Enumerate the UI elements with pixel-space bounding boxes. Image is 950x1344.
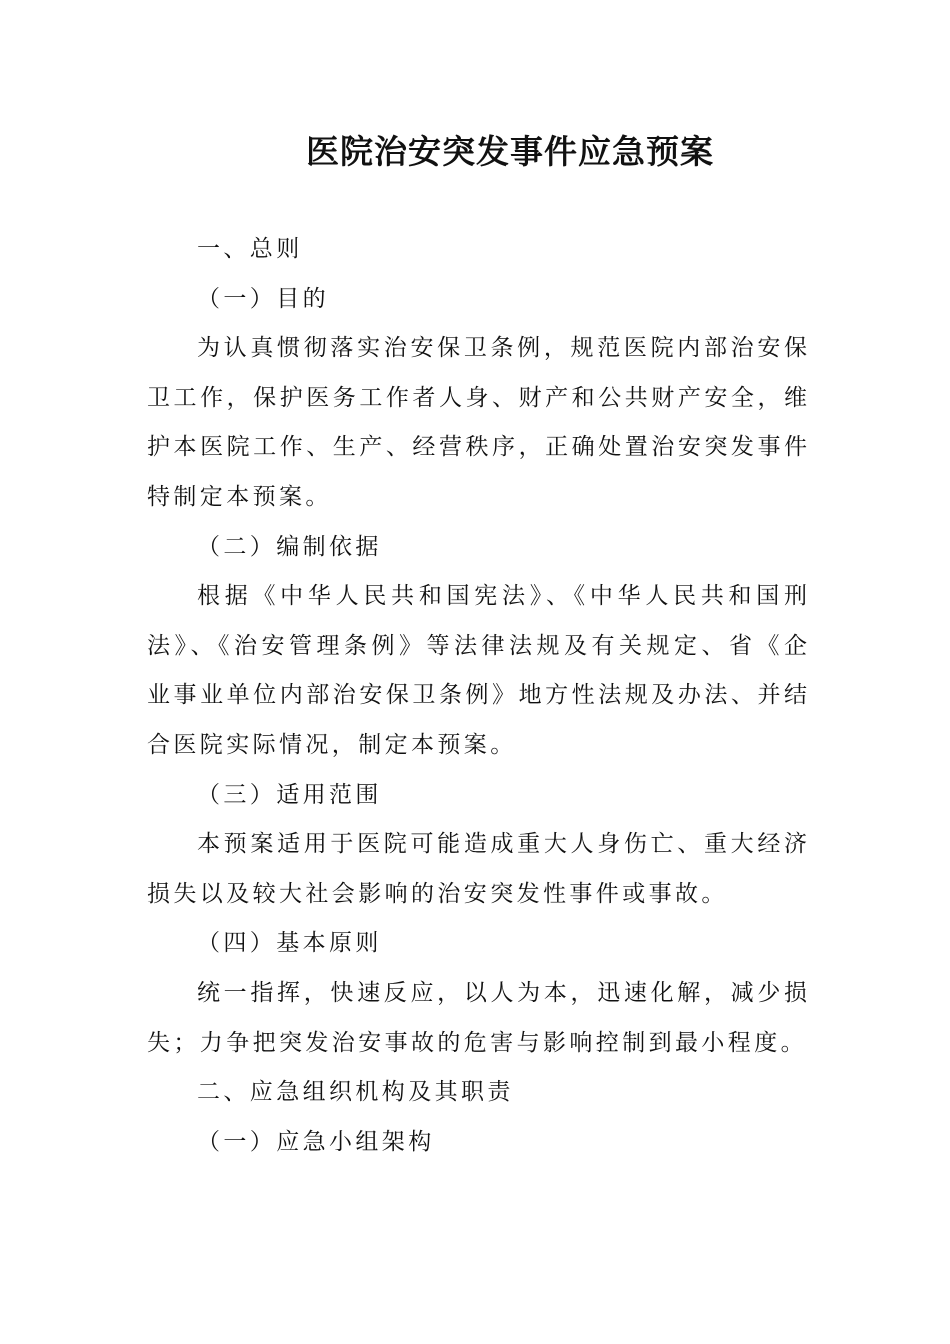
- subsection-heading-basis: （二）编制依据: [197, 533, 382, 560]
- subsection-heading-purpose: （一）目的: [197, 285, 329, 312]
- paragraph-line: 业事业单位内部治安保卫条例》地方性法规及办法、并结: [147, 682, 807, 709]
- paragraph-line: 根据《中华人民共和国宪法》、《中华人民共和国刑: [197, 583, 807, 610]
- paragraph-line: 卫工作，保护医务工作者人身、财产和公共财产安全，维: [147, 384, 807, 411]
- document-body: [147, 225, 807, 1167]
- paragraph-line: 统一指挥，快速反应，以人为本，迅速化解，减少损: [197, 979, 807, 1006]
- section-heading-organization: 二、应急组织机构及其职责: [197, 1079, 514, 1106]
- subsection-heading-scope: （三）适用范围: [197, 781, 382, 808]
- paragraph-line: 合医院实际情况，制定本预案。: [147, 731, 517, 758]
- paragraph-line: 特制定本预案。: [147, 483, 332, 510]
- paragraph-line: 本预案适用于医院可能造成重大人身伤亡、重大经济: [197, 831, 807, 858]
- subsection-heading-structure: （一）应急小组架构: [197, 1128, 435, 1155]
- paragraph-line: 为认真惯彻落实治安保卫条例，规范医院内部治安保: [197, 335, 807, 362]
- paragraph-line: 护本医院工作、生产、经营秩序，正确处置治安突发事件: [147, 434, 807, 461]
- subsection-heading-principles: （四）基本原则: [197, 930, 382, 957]
- paragraph-line: 失；力争把突发治安事故的危害与影响控制到最小程度。: [147, 1029, 807, 1056]
- document-title: 医院治安突发事件应急预案: [306, 132, 714, 171]
- paragraph-line: 法》、《治安管理条例》等法律法规及有关规定、省《企: [147, 632, 807, 659]
- paragraph-line: 损失以及较大社会影响的治安突发性事件或事故。: [147, 880, 728, 907]
- section-heading-general: 一、总则: [197, 236, 303, 262]
